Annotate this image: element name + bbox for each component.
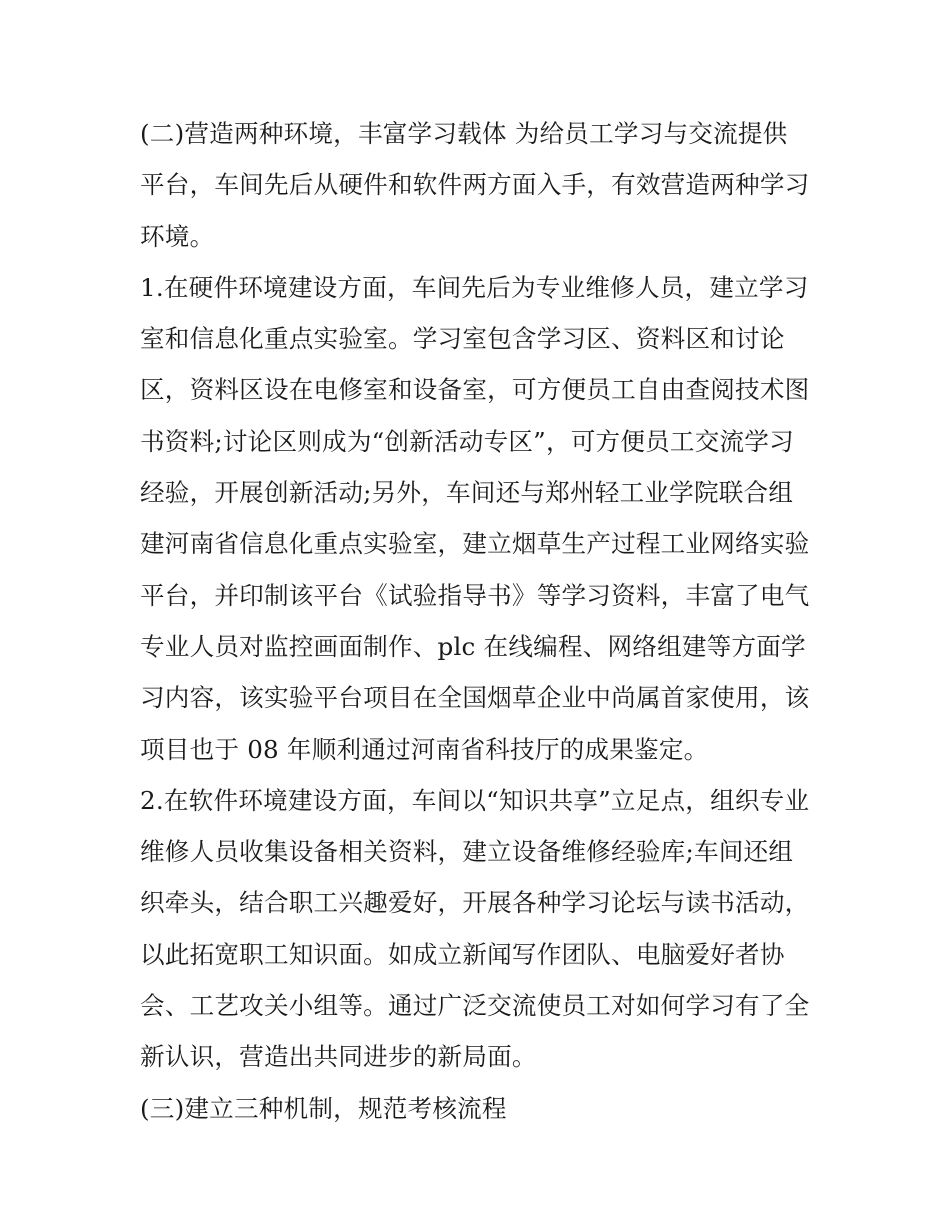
section-heading: (三)建立三种机制，规范考核流程 — [140, 1093, 507, 1123]
text-line: 平台，并印制该平台《试验指导书》等学习资料，丰富了电气 — [140, 580, 810, 610]
text-line: 会、工艺攻关小组等。通过广泛交流使员工对如何学习有了全 — [140, 991, 810, 1021]
text-line: 室和信息化重点实验室。学习室包含学习区、资料区和讨论 — [140, 324, 785, 354]
document-body — [140, 108, 820, 1134]
text-line: 1.在硬件环境建设方面，车间先后为专业维修人员，建立学习 — [140, 272, 809, 302]
text-line: 区，资料区设在电修室和设备室，可方便员工自由查阅技术图 — [140, 375, 810, 405]
text-line: (二)营造两种环境，丰富学习载体 为给员工学习与交流提供 — [140, 119, 788, 148]
text-line: 新认识，营造出共同进步的新局面。 — [140, 1042, 537, 1072]
text-line: 书资料;讨论区则成为“创新活动专区”，可方便员工交流学习 — [140, 426, 794, 456]
text-line: 项目也于 08 年顺利通过河南省科技厅的成果鉴定。 — [140, 734, 709, 764]
text-line: 专业人员对监控画面制作、plc 在线编程、网络组建等方面学 — [140, 631, 806, 661]
text-line: 维修人员收集设备相关资料，建立设备维修经验库;车间还组 — [140, 837, 794, 867]
text-line: 习内容，该实验平台项目在全国烟草企业中尚属首家使用，该 — [140, 683, 810, 713]
text-line: 经验，开展创新活动;另外，车间还与郑州轻工业学院联合组 — [140, 478, 794, 508]
text-line: 以此拓宽职工知识面。如成立新闻写作团队、电脑爱好者协 — [140, 939, 785, 969]
text-line: 平台，车间先后从硬件和软件两方面入手，有效营造两种学习 — [140, 170, 810, 200]
text-line: 织牵头，结合职工兴趣爱好，开展各种学习论坛与读书活动， — [140, 888, 810, 918]
text-line: 2.在软件环境建设方面，车间以“知识共享”立足点，组织专业 — [140, 785, 810, 815]
text-line: 环境。 — [140, 221, 215, 251]
text-line: 建河南省信息化重点实验室，建立烟草生产过程工业网络实验 — [140, 529, 810, 559]
